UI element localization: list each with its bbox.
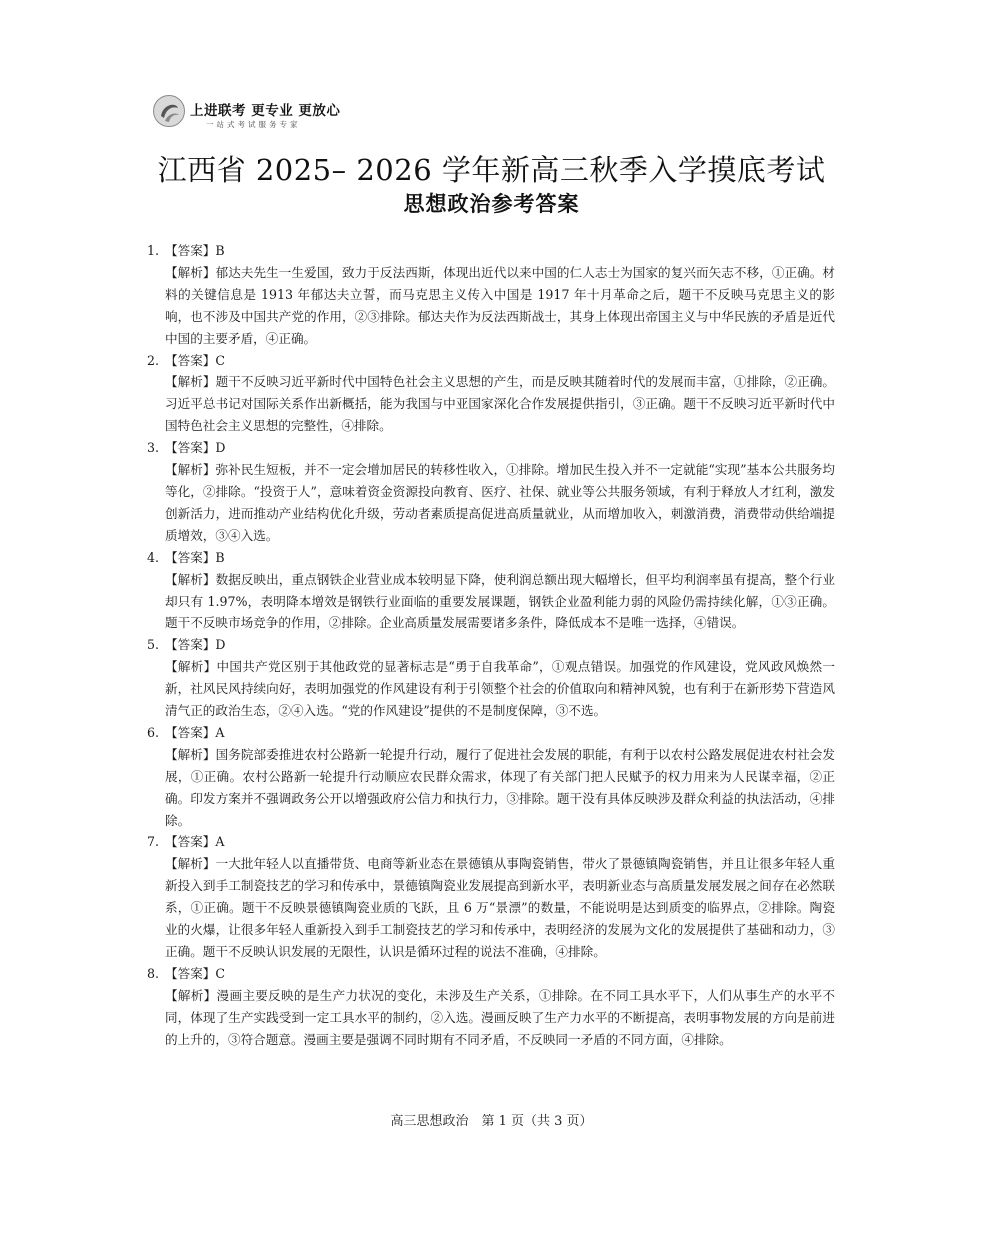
logo-slogan: 上进联考 更专业 更放心 bbox=[190, 103, 341, 119]
question-number: 1. bbox=[147, 243, 160, 258]
explanation-text: 【解析】中国共产党区别于其他政党的显著标志是“勇于自我革命”，①观点错误。加强党的作风建设，党风政风焕然一新，社风民风持续向好，表明加强党的作风建设有利于引领整个社会的价值取向和精神风貌，也有利于在新形势下营造风清气正的政治生态，②④入选。“党的作风建设”提供的不是制度保障，③不选。 bbox=[165, 659, 835, 719]
answer-text: 【答案】D bbox=[165, 637, 226, 653]
explanation-text: 【解析】漫画主要反映的是生产力状况的变化，未涉及生产关系，①排除。在不同工具水平下，人们从事生产的水平不同，体现了生产实践受到一定工具水平的制约，②入选。漫画反映了生产力水平的不断提高，表明事物发展的方向是前进的上升的，③符合题意。漫画主要是强调不同时期有不同矛盾，不反映同一矛盾的不同方面，④排除。 bbox=[165, 987, 835, 1047]
answer-text: 【答案】A bbox=[165, 834, 225, 850]
explanation-text: 【解析】弥补民生短板，并不一定会增加居民的转移性收入，①排除。增加民生投入并不一定就能“实现”基本公共服务均等化，②排除。“投资于人”，意味着资金资源投向教育、医疗、社保、就业等公共服务领域，有利于释放人才红利，激发创新活力，进而推动产业结构优化升级，劳动者素质提高促进高质量就业，从而增加收入，刺激消费，消费带动供给端提质增效，③④入选。 bbox=[165, 462, 835, 543]
answer-text: 【答案】B bbox=[165, 243, 225, 258]
answer-text: 【答案】C bbox=[165, 352, 226, 368]
question-number: 5. bbox=[147, 637, 160, 653]
question-3 bbox=[147, 437, 835, 547]
question-4 bbox=[147, 547, 835, 635]
answer-text: 【答案】B bbox=[165, 549, 225, 565]
explanation-text: 【解析】郁达夫先生一生爱国，致力于反法西斯，体现出近代以来中国的仁人志士为国家的复兴而矢志不移，①正确。材料的关键信息是 1913 年郁达夫立誓，而马克思主义传入中国是 1917 年十月革命之后，题干不反映马克思主义的影响，也不涉及中国共产党的作用，②③排除。郁达夫作为反法西斯战士，其身上体现出帝国主义与中华民族的矛盾是近代中国的主要矛盾，④正确。 bbox=[165, 264, 835, 346]
question-number: 3. bbox=[147, 440, 160, 456]
question-number: 8. bbox=[147, 965, 160, 981]
logo-swirl-icon bbox=[152, 94, 186, 128]
answer-text: 【答案】C bbox=[165, 965, 226, 981]
question-1 bbox=[147, 240, 835, 350]
question-5 bbox=[147, 634, 835, 722]
explanation-text: 【解析】国务院部委推进农村公路新一轮提升行动，履行了促进社会发展的职能，有利于以农村公路发展促进农村社会发展，①正确。农村公路新一轮提升行动顺应农民群众需求，体现了有关部门把人民赋予的权力用来为人民谋幸福，②正确。印发方案并不强调政务公开以增强政府公信力和执行力，③排除。题干没有具体反映涉及群众利益的执法活动，④排除。 bbox=[165, 746, 835, 828]
question-7 bbox=[147, 831, 835, 962]
question-8 bbox=[147, 963, 835, 1051]
question-6 bbox=[147, 722, 835, 832]
brand-logo bbox=[152, 92, 372, 132]
logo-subtitle: 一站式考试服务专家 bbox=[206, 120, 301, 129]
answer-text: 【答案】D bbox=[165, 440, 226, 456]
exam-title: 江西省 2025– 2026 学年新高三秋季入学摸底考试 bbox=[157, 153, 826, 187]
answer-text: 【答案】A bbox=[165, 724, 225, 740]
question-number: 6. bbox=[147, 724, 160, 740]
page-footer: 高三思想政治 第 1 页（共 3 页） bbox=[390, 1114, 593, 1129]
question-number: 2. bbox=[147, 352, 160, 368]
question-2 bbox=[147, 350, 835, 438]
explanation-text: 【解析】数据反映出，重点钢铁企业营业成本较明显下降，使利润总额出现大幅增长，但平均利润率虽有提高，整个行业却只有 1.97%，表明降本增效是钢铁行业面临的重要发展课题，钢铁企业盈利能力弱的风险仍需持续化解，①③正确。题干不反映市场竞争的作用，②排除。企业高质量发展需要诸多条件，降低成本不是唯一选择，④错误。 bbox=[165, 571, 835, 631]
explanation-text: 【解析】题干不反映习近平新时代中国特色社会主义思想的产生，而是反映其随着时代的发展而丰富，①排除，②正确。习近平总书记对国际关系作出新概括，能为我国与中亚国家深化合作发展提供指引，③正确。题干不反映习近平新时代中国特色社会主义思想的完整性，④排除。 bbox=[165, 374, 835, 434]
answer-key-subtitle: 思想政治参考答案 bbox=[403, 192, 580, 216]
question-number: 4. bbox=[147, 549, 160, 565]
explanation-text: 【解析】一大批年轻人以直播带货、电商等新业态在景德镇从事陶瓷销售，带火了景德镇陶瓷销售，并且让很多年轻人重新投入到手工制瓷技艺的学习和传承中，景德镇陶瓷业发展提高到新水平，表明新业态与高质量发展发展之间存在必然联系，①正确。题干不反映景德镇陶瓷业质的飞跃，且 6 万“景漂”的数量，不能说明是达到质变的临界点，②排除。陶瓷业的火爆，让很多年轻人重新投入到手工制瓷技艺的学习和传承中，表明经济的发展为文化的发展提供了基础和动力，③正确。题干不反映认识发展的无限性，认识是循环过程的说法不准确，④排除。 bbox=[165, 856, 835, 959]
question-number: 7. bbox=[147, 834, 160, 850]
answer-list bbox=[147, 240, 835, 1051]
